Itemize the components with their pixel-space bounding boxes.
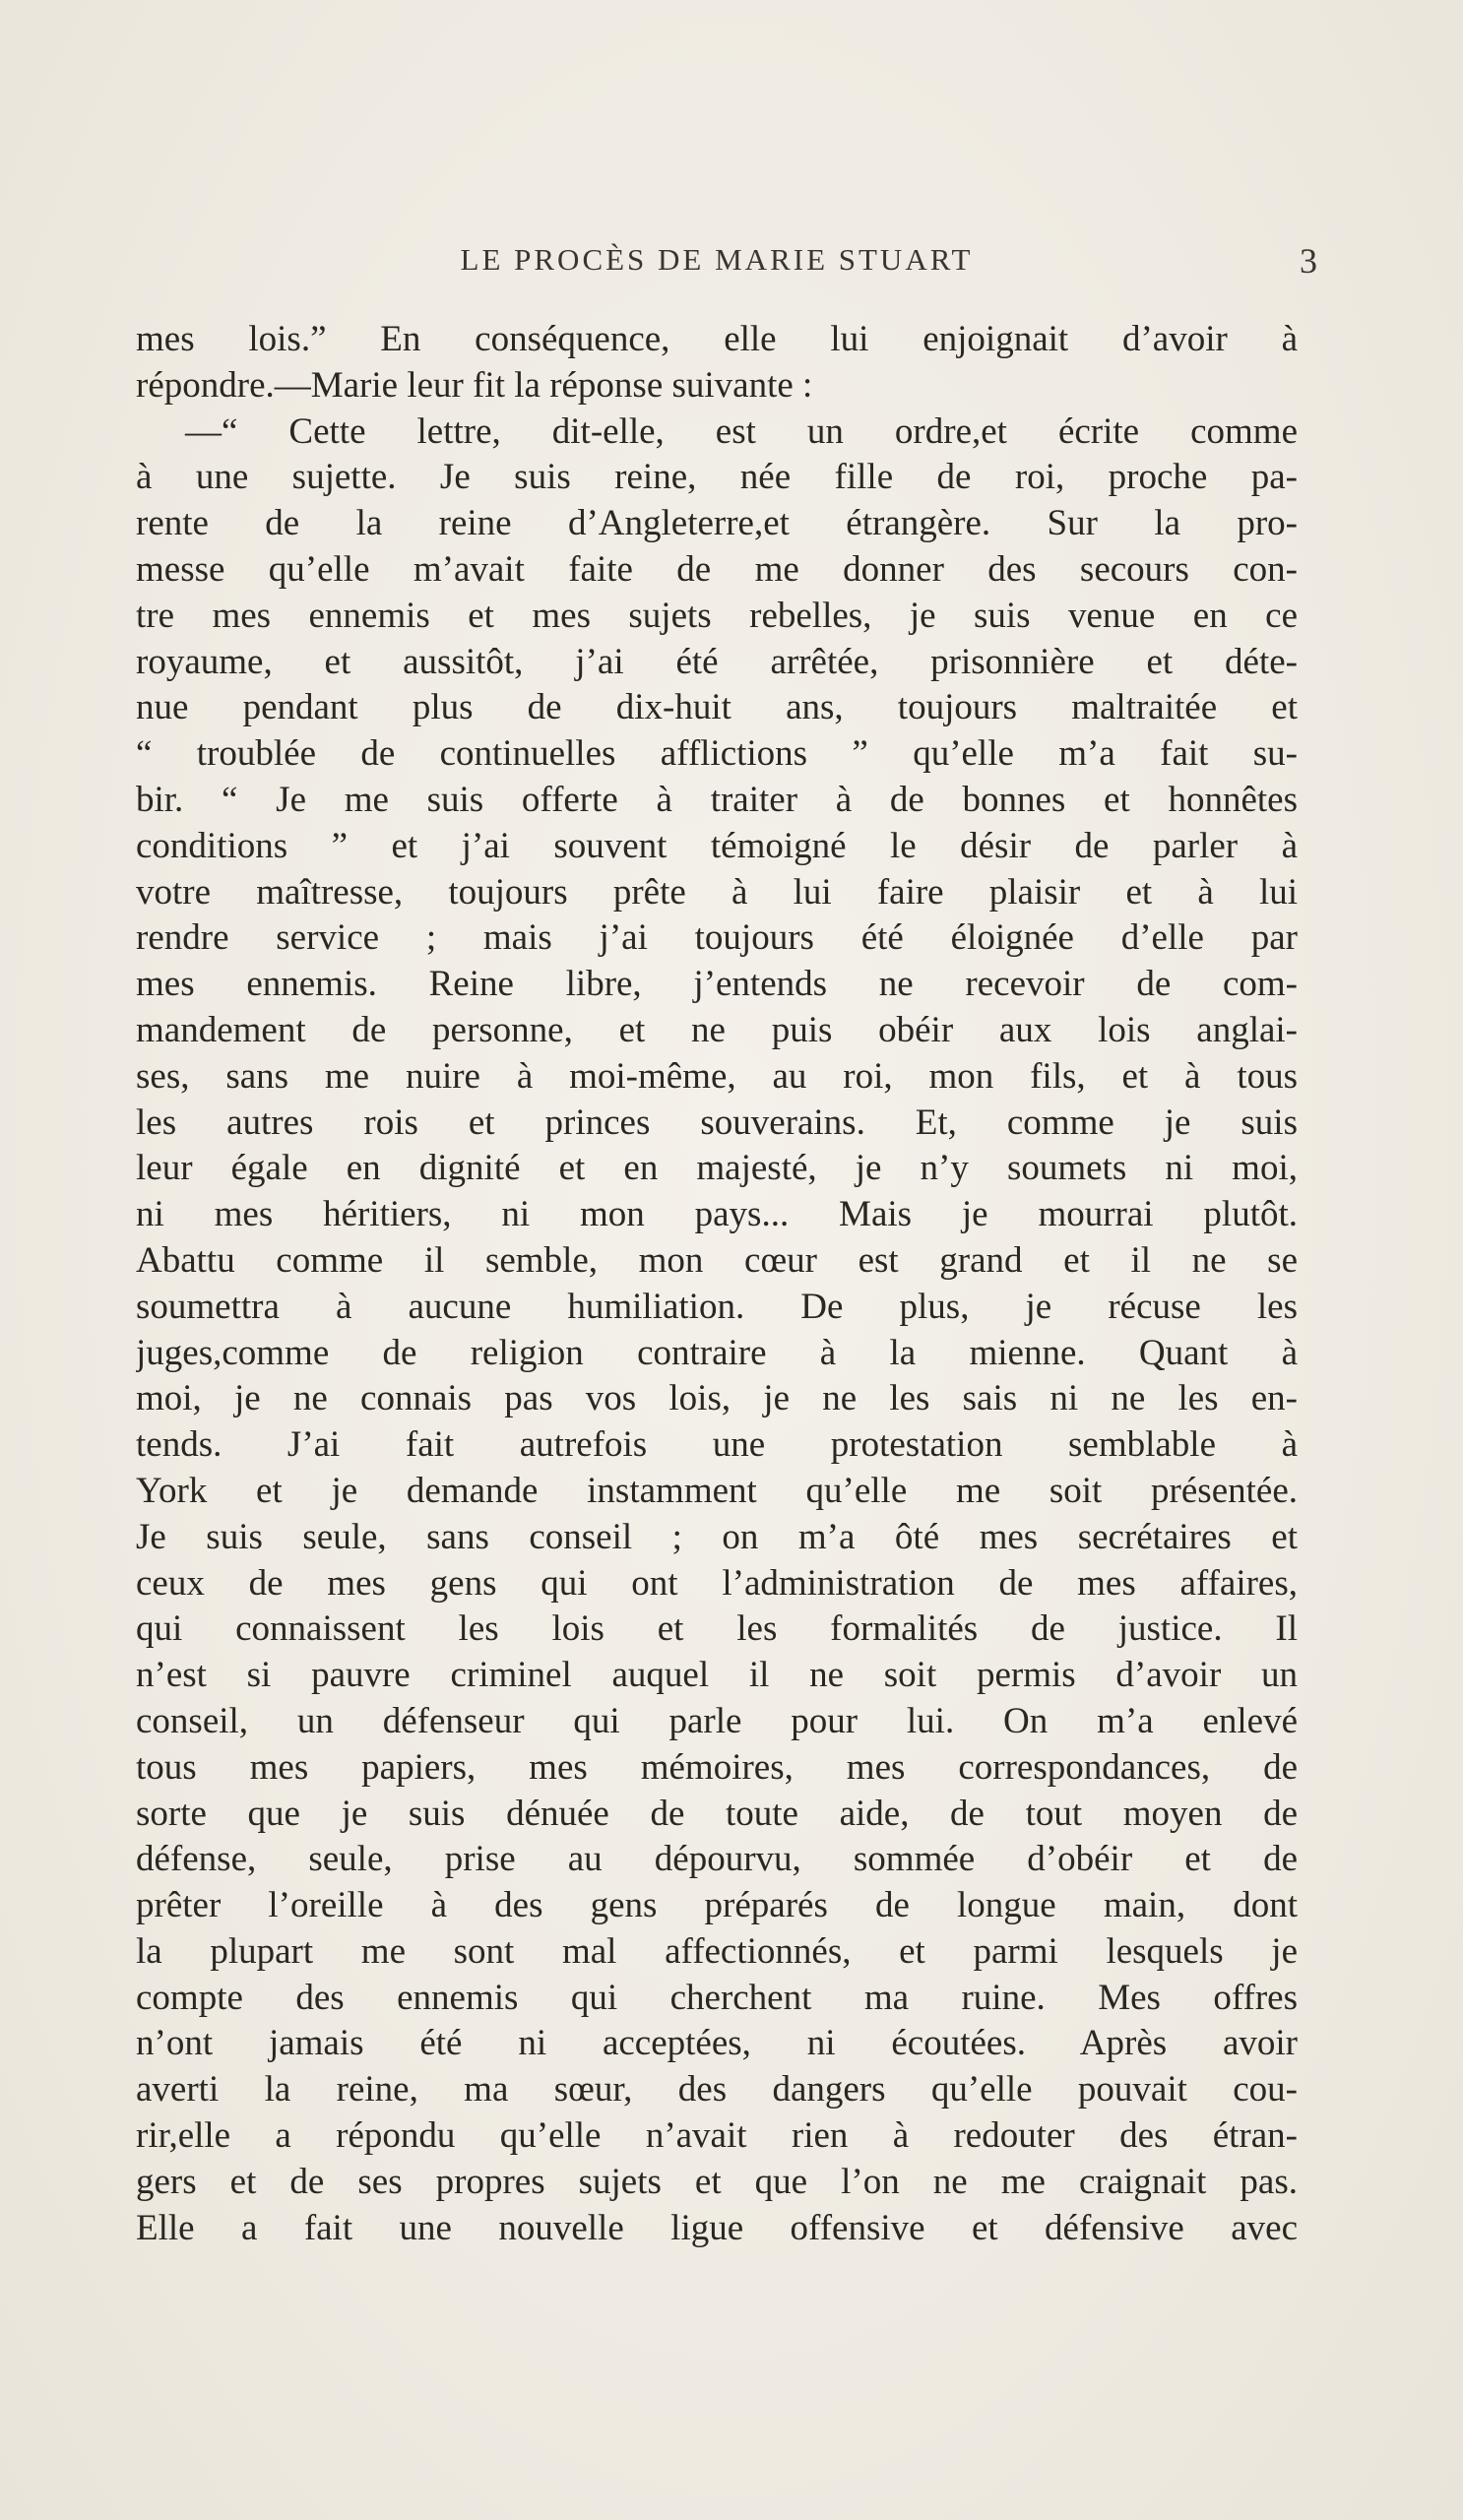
text-line: rir,elle a répondu qu’elle n’avait rien à redouter des étran- (136, 2115, 1298, 2157)
page-header (136, 241, 1317, 287)
text-line: défense, seule, prise au dépourvu, sommée d’obéir et de (136, 1839, 1298, 1880)
text-line: —“ Cette lettre, dit-elle, est un ordre,et écrite comme (185, 410, 1298, 452)
text-line: sorte que je suis dénuée de toute aide, de tout moyen de (136, 1793, 1298, 1834)
text-line: ses, sans me nuire à moi-même, au roi, mon fils, et à tous (136, 1055, 1298, 1097)
text-line: conseil, un défenseur qui parle pour lui. On m’a enlevé (136, 1700, 1298, 1741)
text-line: averti la reine, ma sœur, des dangers qu’elle pouvait cou- (136, 2069, 1298, 2110)
text-line: soumettra à aucune humiliation. De plus, je récuse les (136, 1286, 1298, 1327)
text-line: juges,comme de religion contraire à la mienne. Quant à (136, 1332, 1298, 1373)
text-line: ni mes héritiers, ni mon pays... Mais je mourrai plutôt. (136, 1194, 1298, 1235)
text-line: Abattu comme il semble, mon cœur est grand et il ne se (136, 1239, 1298, 1281)
text-line: prêter l’oreille à des gens préparés de longue main, dont (136, 1885, 1298, 1926)
text-line: rendre service ; mais j’ai toujours été éloignée d’elle par (136, 917, 1298, 959)
body-text (136, 317, 1298, 2251)
text-line: n’ont jamais été ni acceptées, ni écoutées. Après avoir (136, 2023, 1298, 2064)
text-line: royaume, et aussitôt, j’ai été arrêtée, prisonnière et déte- (136, 641, 1298, 682)
text-line: moi, je ne connais pas vos lois, je ne les sais ni ne les en- (136, 1378, 1298, 1419)
text-line: gers et de ses propres sujets et que l’on ne me craignait pas. (136, 2161, 1298, 2202)
text-line: bir. “ Je me suis offerte à traiter à de bonnes et honnêtes (136, 779, 1298, 820)
text-line: répondre.—Marie leur fit la réponse suivante : (136, 364, 813, 406)
text-line: compte des ennemis qui cherchent ma ruine. Mes offres (136, 1977, 1298, 2018)
text-line: votre maîtresse, toujours prête à lui faire plaisir et à lui (136, 871, 1298, 913)
text-line: Elle a fait une nouvelle ligue offensive et défensive avec (136, 2207, 1298, 2248)
text-line: mes ennemis. Reine libre, j’entends ne recevoir de com- (136, 964, 1298, 1005)
text-line: les autres rois et princes souverains. Et, comme je suis (136, 1102, 1298, 1143)
text-line: leur égale en dignité et en majesté, je n’y soumets ni moi, (136, 1148, 1298, 1189)
text-line: ceux de mes gens qui ont l’administration de mes affaires, (136, 1562, 1298, 1604)
text-line: messe qu’elle m’avait faite de me donner des secours con- (136, 548, 1298, 590)
text-line: n’est si pauvre criminel auquel il ne soit permis d’avoir un (136, 1655, 1298, 1696)
text-line: nue pendant plus de dix-huit ans, toujours maltraitée et (136, 687, 1298, 728)
text-line: la plupart me sont mal affectionnés, et parmi lesquels je (136, 1930, 1298, 1972)
text-line: “ troublée de continuelles afflictions ” qu’elle m’a fait su- (136, 733, 1298, 775)
text-line: rente de la reine d’Angleterre,et étrangère. Sur la pro- (136, 503, 1298, 544)
text-line: tous mes papiers, mes mémoires, mes correspondances, de (136, 1746, 1298, 1788)
text-line: mandement de personne, et ne puis obéir aux lois anglai- (136, 1009, 1298, 1050)
text-line: qui connaissent les lois et les formalités de justice. Il (136, 1608, 1298, 1650)
text-line: conditions ” et j’ai souvent témoigné le désir de parler à (136, 825, 1298, 866)
text-line: tends. J’ai fait autrefois une protestation semblable à (136, 1424, 1298, 1466)
page-number: 3 (1300, 241, 1317, 281)
text-line: Je suis seule, sans conseil ; on m’a ôté mes secrétaires et (136, 1516, 1298, 1557)
text-line: mes lois.” En conséquence, elle lui enjoignait d’avoir à (136, 319, 1298, 359)
text-line: York et je demande instamment qu’elle me soit présentée. (136, 1470, 1298, 1511)
text-line: tre mes ennemis et mes sujets rebelles, je suis venue en ce (136, 595, 1298, 636)
text-line: à une sujette. Je suis reine, née fille de roi, proche pa- (136, 457, 1298, 498)
running-title: LE PROCÈS DE MARIE STUART (460, 242, 974, 277)
